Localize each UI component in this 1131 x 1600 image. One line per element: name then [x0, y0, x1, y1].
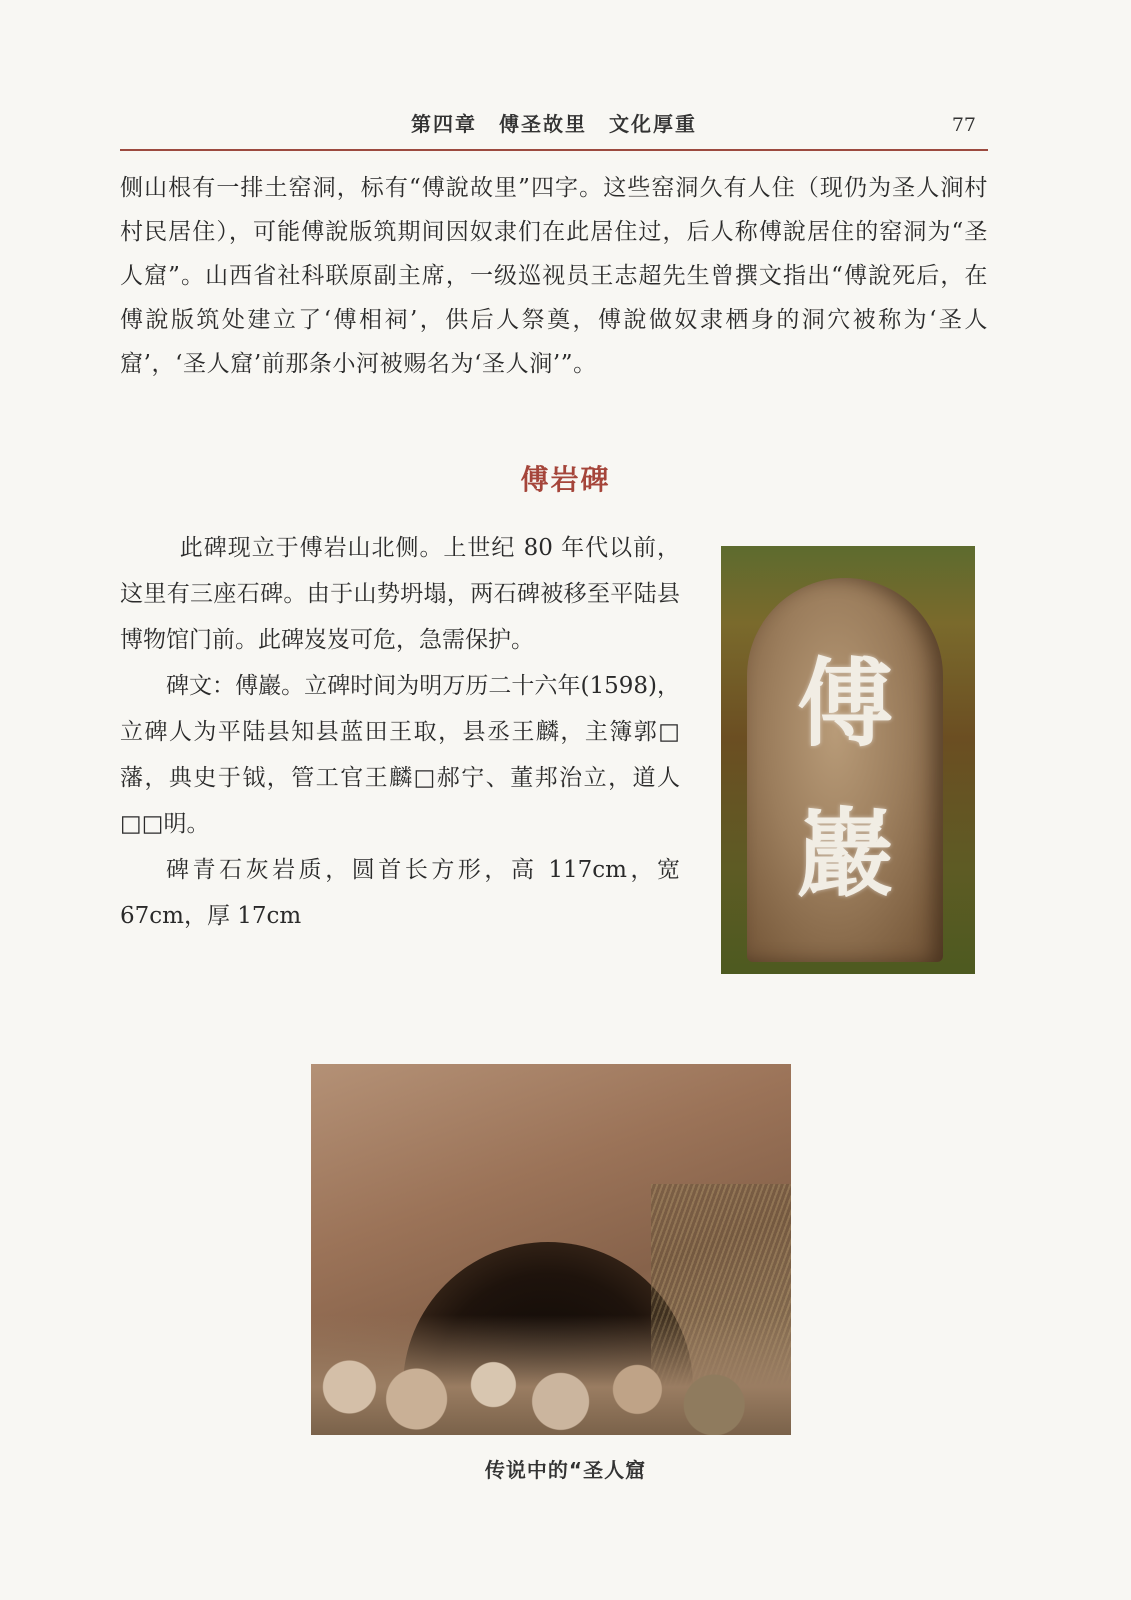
chapter-title: 第四章 傅圣故里 文化厚重 — [411, 112, 697, 136]
figure-caption: 传说中的“圣人窟 — [484, 1458, 647, 1482]
stele-char-1: 傅 — [797, 648, 893, 760]
page-number: 77 — [951, 114, 976, 136]
stele-paragraph-1: 此碑现立于傅岩山北侧。上世纪 80 年代以前，这里有三座石碑。由于山势坍塌，两石碑被移至平陆县博物馆门前。此碑岌岌可危，急需保护。 — [120, 535, 680, 653]
intro-paragraph: 侧山根有一排土窑洞，标有“傅說故里”四字。这些窑洞久有人住（现仍为圣人涧村村民居住），可能傅說版筑期间因奴隶们在此居住过，后人称傅說居住的窑洞为“圣人窟”。山西省社科联原副主席，一级巡视员王志超先生曾撰文指出“傅說死后，在傅說版筑处建立了‘傅相祠’，供后人祭奠，傅說做奴隶栖身的洞穴被称为‘圣人窟’，‘圣人窟’前那条小河被赐名为‘圣人涧’”。 — [120, 175, 988, 377]
stele-description — [120, 525, 680, 939]
section-title: 傅岩碑 — [520, 463, 611, 496]
header-rule — [120, 149, 988, 151]
stele-stone — [747, 578, 943, 962]
stele-paragraph-3: 碑青石灰岩质，圆首长方形，高 117cm，宽 67cm，厚 17cm — [120, 857, 680, 929]
stele-paragraph-2: 碑文：傅巖。立碑时间为明万历二十六年(1598)，立碑人为平陆县知县蓝田王取，县丞王麟，主簿郭□藩，典史于钺，管工官王麟□郝宁、董邦治立，道人□□明。 — [120, 673, 680, 837]
cave-photo — [311, 1064, 791, 1435]
stele-char-2: 巖 — [797, 798, 893, 910]
stele-photo — [721, 546, 975, 974]
running-header — [120, 104, 988, 144]
rock-rubble — [311, 1315, 791, 1435]
